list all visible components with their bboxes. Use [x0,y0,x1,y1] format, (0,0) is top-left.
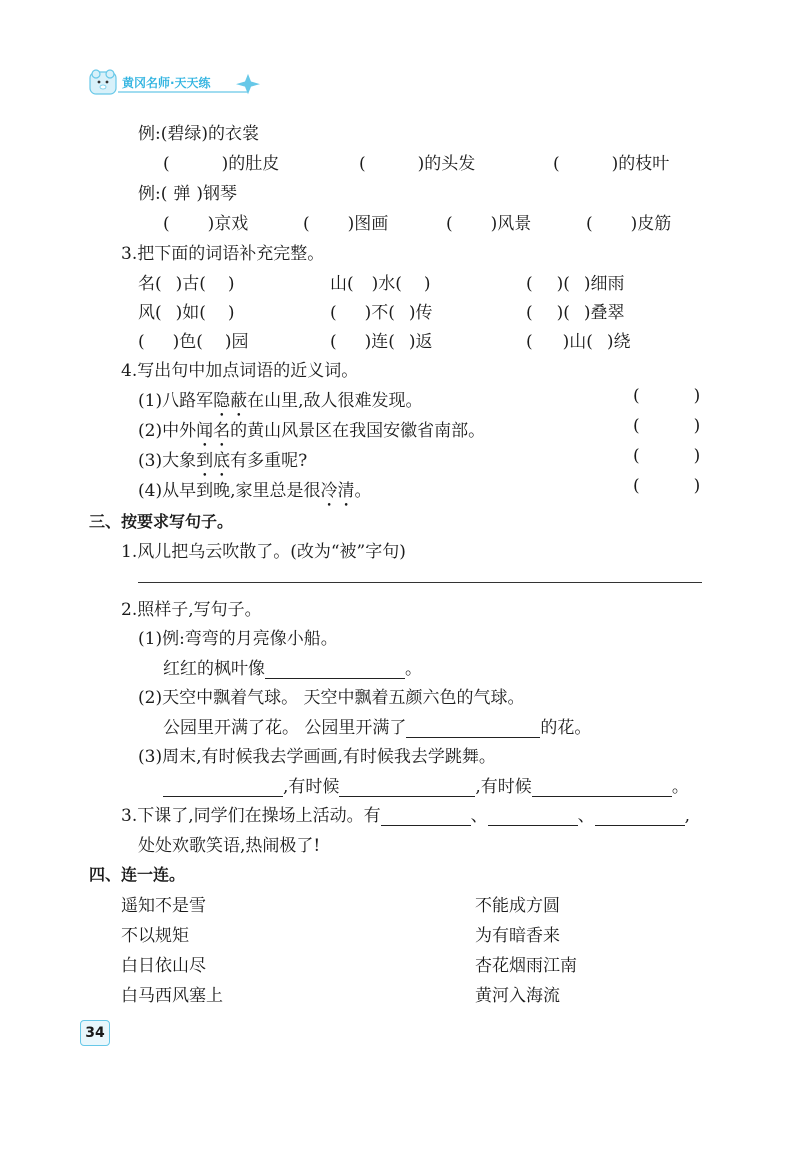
answer-bracket[interactable]: ( ) [633,446,701,466]
section-4-heading: 四、连一连。 [89,865,186,884]
example-sentence: (3)周末,有时候我去学画画,有时候我去学跳舞。 [138,747,496,767]
answer-blank[interactable] [163,778,283,797]
synonym-item: (3)大象到底有多重呢? [138,451,308,471]
blank-item: ( )风景 [446,214,532,234]
synonym-item: (4)从早到晚,家里总是很冷清。 [138,481,372,501]
poem-line-right[interactable]: 不能成方圆 [475,896,560,916]
fill-sentence: 公园里开满了花。 公园里开满了 的花。 [163,718,592,738]
sentence-question-3: 3.下课了,同学们在操场上活动。有 、 、 , [121,806,691,826]
sentence-question-1: 1.风儿把乌云吹散了。(改为“被”字句) [121,542,406,562]
answer-blank[interactable] [339,778,475,797]
section-3-heading: 三、按要求写句子。 [89,512,234,531]
sentence-question-3-line2: 处处欢歌笑语,热闹极了! [138,836,321,856]
answer-blank[interactable] [265,660,405,679]
blank-item: ( )的肚皮 [163,154,280,174]
fill-word: 名( )古( ) [138,274,235,294]
answer-line[interactable] [138,582,702,583]
fill-sentence: ,有时候 ,有时候 。 [163,772,689,797]
poem-line-left[interactable]: 白马西风塞上 [121,986,223,1006]
poem-line-right[interactable]: 黄河入海流 [475,986,560,1006]
example-sentence: (2)天空中飘着气球。 天空中飘着五颜六色的气球。 [138,688,525,708]
example-sentence: (1)例:弯弯的月亮像小船。 [138,629,338,649]
answer-blank[interactable] [488,807,578,826]
blank-item: ( )的枝叶 [553,154,670,174]
fill-word: ( )连( )返 [330,332,433,352]
question-3-title: 3.把下面的词语补充完整。 [121,244,325,264]
answer-blank[interactable] [406,719,540,738]
fill-word: ( )色( )园 [138,332,249,352]
example-2-line: 例:( 弹 )钢琴 [138,184,238,204]
synonym-item: (2)中外闻名的黄山风景区在我国安徽省南部。 [138,421,486,441]
brand-title: 黄冈名师·天天练 [122,76,211,90]
header-logo [88,66,268,100]
sentence-question-2-title: 2.照样子,写句子。 [121,600,262,620]
answer-blank[interactable] [381,807,471,826]
answer-bracket[interactable]: ( ) [633,386,701,406]
fill-word: 山( )水( ) [330,274,431,294]
fill-word: ( )( )叠翠 [526,303,625,323]
answer-blank[interactable] [532,778,672,797]
blank-item: ( )京戏 [163,214,249,234]
poem-line-right[interactable]: 杏花烟雨江南 [475,956,577,976]
poem-line-left[interactable]: 遥知不是雪 [121,896,206,916]
blank-item: ( )皮筋 [586,214,672,234]
answer-bracket[interactable]: ( ) [633,476,701,496]
answer-blank[interactable] [595,807,685,826]
fill-word: ( )( )细雨 [526,274,625,294]
fill-word: ( )山( )绕 [526,332,631,352]
poem-line-right[interactable]: 为有暗香来 [475,926,560,946]
synonym-item: (1)八路军隐蔽在山里,敌人很难发现。 [138,391,423,411]
page-number: 34 [80,1020,110,1046]
fill-word: ( )不( )传 [330,303,433,323]
fill-word: 风( )如( ) [138,303,235,323]
blank-item: ( )的头发 [359,154,476,174]
answer-bracket[interactable]: ( ) [633,416,701,436]
poem-line-left[interactable]: 白日依山尽 [121,956,206,976]
example-1-line: 例:(碧绿)的衣裳 [138,124,259,144]
question-4-title: 4.写出句中加点词语的近义词。 [121,361,359,381]
fill-sentence: 红红的枫叶像 。 [163,659,422,679]
blank-item: ( )图画 [303,214,389,234]
poem-line-left[interactable]: 不以规矩 [121,926,189,946]
